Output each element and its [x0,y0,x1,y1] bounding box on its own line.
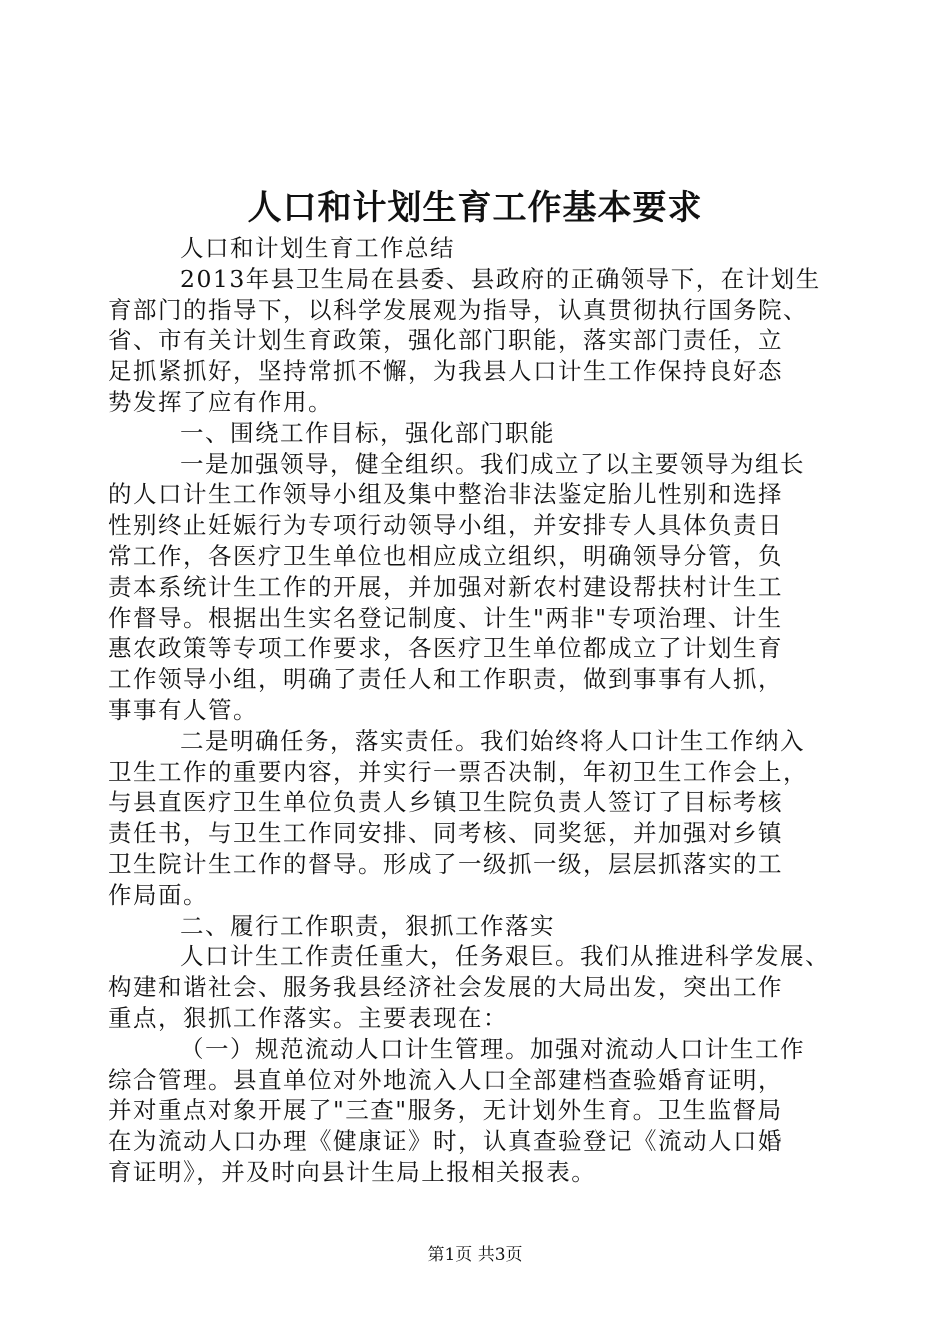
text-line: 人口和计划生育工作总结 [180,234,455,262]
text-line: 并对重点对象开展了"三查"服务，无计划外生育。卫生监督局 [108,1096,783,1125]
text-line: 的人口计生工作领导小组及集中整治非法鉴定胎儿性别和选择 [108,480,783,509]
text-line: 作督导。根据出生实名登记制度、计生"两非"专项治理、计生 [108,603,783,632]
text-line: 惠农政策等专项工作要求，各医疗卫生单位都成立了计划生育 [108,634,783,663]
text-line: 在为流动人口办理《健康证》时，认真查验登记《流动人口婚 [108,1127,783,1156]
text-line: （一）规范流动人口计生管理。加强对流动人口计生工作 [180,1034,805,1063]
text-line: 责任书，与卫生工作同安排、同考核、同奖惩，并加强对乡镇 [108,819,783,848]
text-line: 一是加强领导，健全组织。我们成立了以主要领导为组长 [180,449,805,478]
text-line: 构建和谐社会、服务我县经济社会发展的大局出发，突出工作 [108,973,783,1002]
text-line: 常工作，各医疗卫生单位也相应成立组织，明确领导分管，负 [108,541,783,570]
text-line: 与县直医疗卫生单位负责人乡镇卫生院负责人签订了目标考核 [108,788,783,817]
text-line: 二是明确任务，落实责任。我们始终将人口计生工作纳入 [180,726,805,755]
text-line: 人口计生工作责任重大，任务艰巨。我们从推进科学发展、 [180,942,830,971]
text-line: 势发挥了应有作用。 [108,387,333,416]
text-line: 重点，狠抓工作落实。主要表现在： [108,1003,508,1032]
text-line: 育证明》，并及时向县计生局上报相关报表。 [108,1157,597,1186]
text-line: 卫生院计生工作的督导。形成了一级抓一级，层层抓落实的工 [108,849,783,878]
document-body [108,233,848,1188]
text-line: 卫生工作的重要内容，并实行一票否决制，年初卫生工作会上， [108,757,808,786]
text-line: 育部门的指导下，以科学发展观为指导，认真贯彻执行国务院、 [108,295,808,324]
text-line: 综合管理。县直单位对外地流入人口全部建档查验婚育证明， [108,1065,783,1094]
text-line: 二、履行工作职责，狠抓工作落实 [180,911,555,940]
text-line: 责本系统计生工作的开展，并加强对新农村建设帮扶村计生工 [108,572,783,601]
text-line: 性别终止妊娠行为专项行动领导小组，并安排专人具体负责日 [108,511,783,540]
text-line: 事事有人管。 [108,695,258,724]
text-line: 工作领导小组，明确了责任人和工作职责，做到事事有人抓， [108,665,783,694]
page-footer: 第1页 共3页 [427,1245,523,1265]
text-line: 2013年县卫生局在县委、县政府的正确领导下，在计划生 [180,264,821,293]
text-line: 足抓紧抓好，坚持常抓不懈，为我县人口计生工作保持良好态 [108,357,783,386]
page-title: 人口和计划生育工作基本要求 [247,188,703,228]
text-line: 省、市有关计划生育政策，强化部门职能，落实部门责任，立 [108,326,783,355]
text-line: 一、围绕工作目标，强化部门职能 [180,418,555,447]
text-line: 作局面。 [108,880,208,909]
